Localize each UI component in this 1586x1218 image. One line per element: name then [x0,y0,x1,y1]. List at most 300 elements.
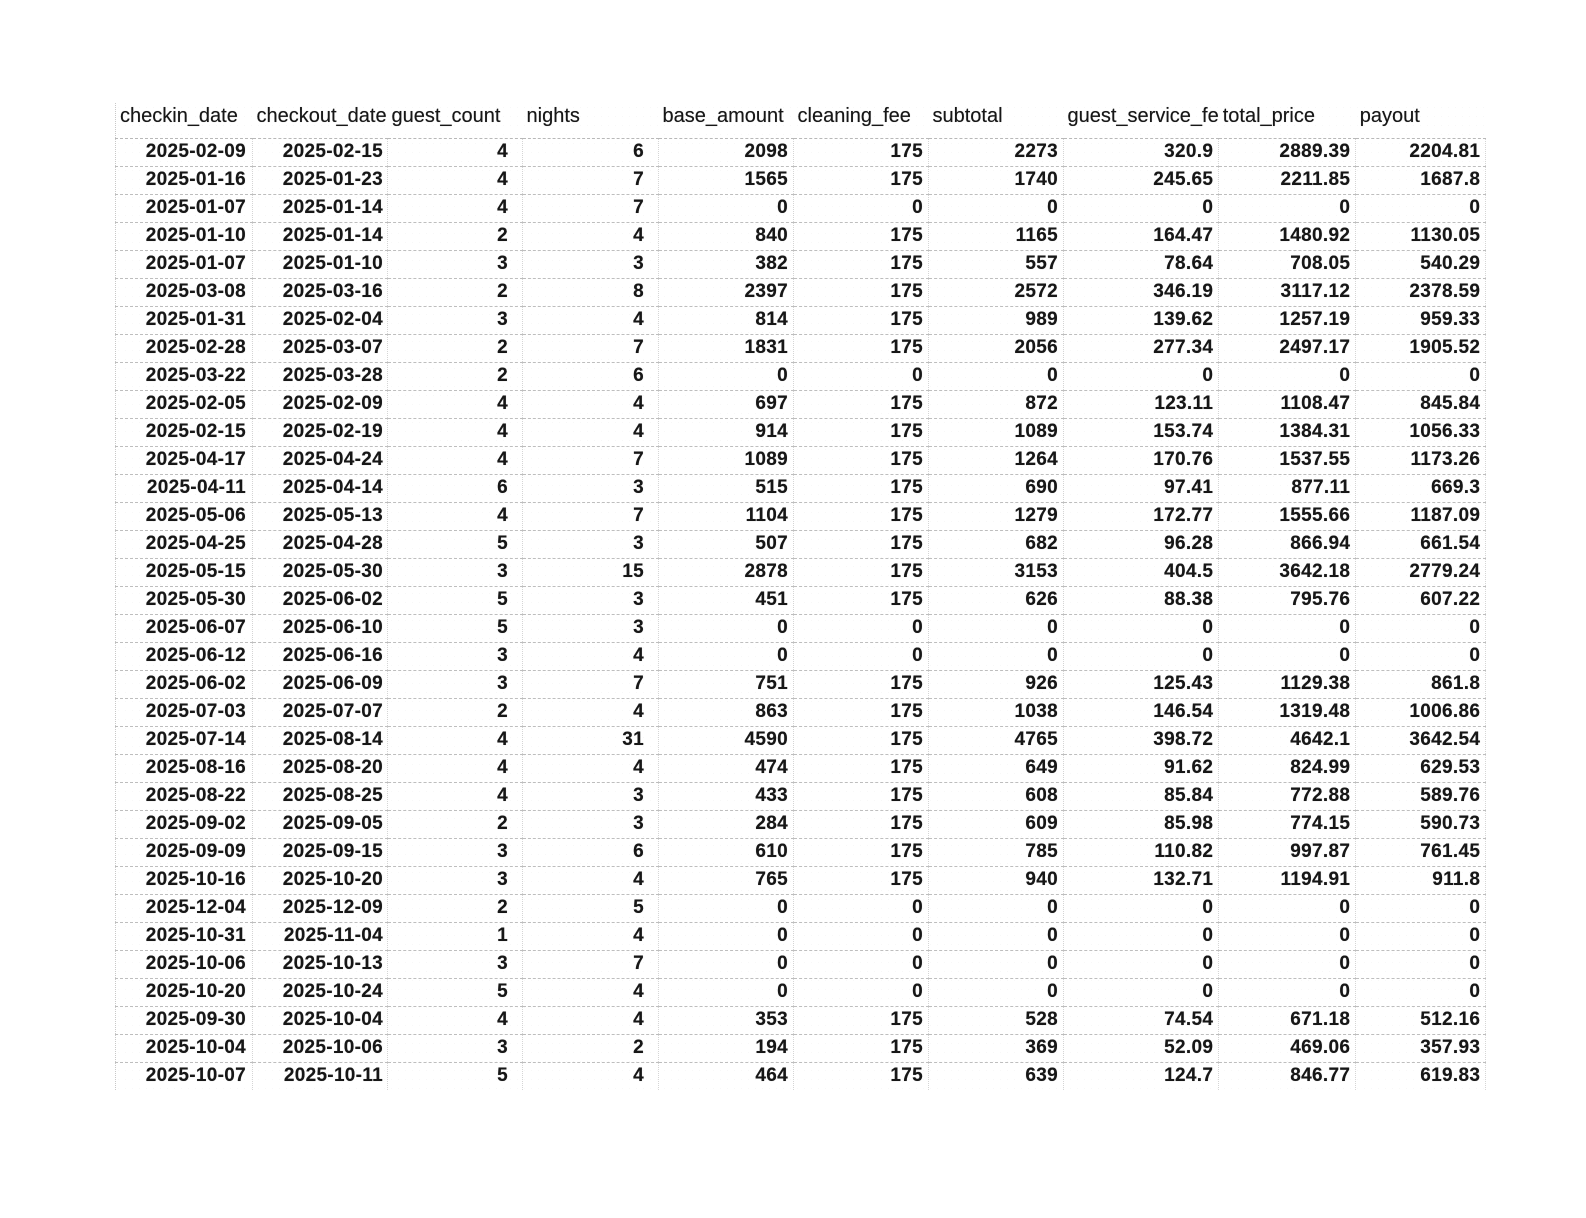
cell-guest_service_fe: 277.34 [1064,334,1219,362]
cell-guest_service_fe: 320.9 [1064,138,1219,166]
cell-guest_count: 3 [388,670,523,698]
cell-nights: 2 [523,1034,659,1062]
cell-nights: 7 [523,670,659,698]
cell-subtotal: 1038 [929,698,1064,726]
cell-guest_service_fe: 74.54 [1064,1006,1219,1034]
cell-cleaning_fee: 0 [794,194,929,222]
cell-checkin_date: 2025-10-20 [116,978,253,1006]
cell-guest_service_fe: 0 [1064,194,1219,222]
cell-checkout_date: 2025-10-11 [253,1062,388,1090]
cell-nights: 4 [523,418,659,446]
cell-guest_count: 2 [388,278,523,306]
cell-payout: 619.83 [1356,1062,1486,1090]
cell-guest_count: 2 [388,334,523,362]
cell-nights: 4 [523,642,659,670]
cell-payout: 2204.81 [1356,138,1486,166]
cell-checkin_date: 2025-08-22 [116,782,253,810]
cell-nights: 7 [523,950,659,978]
cell-total_price: 866.94 [1219,530,1356,558]
cell-nights: 6 [523,138,659,166]
cell-guest_count: 2 [388,222,523,250]
cell-checkout_date: 2025-10-06 [253,1034,388,1062]
cell-nights: 7 [523,194,659,222]
column-header-payout: payout [1356,103,1486,138]
cell-checkin_date: 2025-10-06 [116,950,253,978]
cell-guest_count: 4 [388,502,523,530]
cell-payout: 661.54 [1356,530,1486,558]
cell-checkin_date: 2025-10-07 [116,1062,253,1090]
cell-payout: 669.3 [1356,474,1486,502]
cell-subtotal: 1279 [929,502,1064,530]
cell-checkout_date: 2025-02-09 [253,390,388,418]
cell-guest_count: 3 [388,558,523,586]
cell-guest_service_fe: 85.84 [1064,782,1219,810]
cell-total_price: 824.99 [1219,754,1356,782]
cell-payout: 2378.59 [1356,278,1486,306]
cell-subtotal: 0 [929,950,1064,978]
cell-guest_count: 5 [388,1062,523,1090]
cell-nights: 4 [523,306,659,334]
cell-cleaning_fee: 175 [794,558,929,586]
cell-nights: 3 [523,586,659,614]
cell-cleaning_fee: 0 [794,642,929,670]
cell-checkin_date: 2025-07-14 [116,726,253,754]
cell-payout: 0 [1356,614,1486,642]
cell-subtotal: 369 [929,1034,1064,1062]
cell-payout: 0 [1356,642,1486,670]
cell-guest_count: 3 [388,950,523,978]
table-row [116,922,1486,950]
cell-checkin_date: 2025-02-09 [116,138,253,166]
cell-cleaning_fee: 175 [794,1006,929,1034]
column-header-nights: nights [523,103,659,138]
cell-guest_count: 5 [388,586,523,614]
cell-nights: 7 [523,446,659,474]
cell-base_amount: 0 [659,894,794,922]
cell-guest_service_fe: 125.43 [1064,670,1219,698]
cell-subtotal: 4765 [929,726,1064,754]
cell-total_price: 1129.38 [1219,670,1356,698]
cell-total_price: 1384.31 [1219,418,1356,446]
cell-payout: 1905.52 [1356,334,1486,362]
cell-checkout_date: 2025-01-14 [253,222,388,250]
cell-payout: 0 [1356,194,1486,222]
table-row [116,558,1486,586]
cell-guest_service_fe: 123.11 [1064,390,1219,418]
cell-base_amount: 0 [659,922,794,950]
cell-checkout_date: 2025-07-07 [253,698,388,726]
cell-guest_service_fe: 91.62 [1064,754,1219,782]
cell-cleaning_fee: 0 [794,978,929,1006]
cell-checkout_date: 2025-01-14 [253,194,388,222]
cell-total_price: 846.77 [1219,1062,1356,1090]
cell-nights: 4 [523,698,659,726]
cell-subtotal: 0 [929,894,1064,922]
cell-base_amount: 0 [659,614,794,642]
cell-cleaning_fee: 175 [794,1034,929,1062]
cell-nights: 4 [523,390,659,418]
table-row [116,950,1486,978]
cell-cleaning_fee: 175 [794,446,929,474]
cell-nights: 4 [523,1006,659,1034]
cell-payout: 1056.33 [1356,418,1486,446]
cell-base_amount: 765 [659,866,794,894]
cell-subtotal: 0 [929,362,1064,390]
cell-total_price: 4642.1 [1219,726,1356,754]
cell-subtotal: 1165 [929,222,1064,250]
table-row [116,1034,1486,1062]
cell-checkin_date: 2025-10-16 [116,866,253,894]
cell-checkin_date: 2025-05-15 [116,558,253,586]
cell-checkout_date: 2025-02-04 [253,306,388,334]
cell-checkout_date: 2025-09-05 [253,810,388,838]
cell-cleaning_fee: 175 [794,474,929,502]
column-header-guest_count: guest_count [388,103,523,138]
cell-total_price: 2497.17 [1219,334,1356,362]
cell-cleaning_fee: 0 [794,362,929,390]
cell-nights: 4 [523,222,659,250]
cell-checkin_date: 2025-06-02 [116,670,253,698]
cell-checkout_date: 2025-01-23 [253,166,388,194]
cell-payout: 357.93 [1356,1034,1486,1062]
cell-total_price: 877.11 [1219,474,1356,502]
cell-guest_service_fe: 139.62 [1064,306,1219,334]
cell-guest_count: 4 [388,782,523,810]
cell-guest_service_fe: 0 [1064,614,1219,642]
cell-nights: 3 [523,810,659,838]
cell-checkout_date: 2025-12-09 [253,894,388,922]
cell-checkin_date: 2025-09-02 [116,810,253,838]
table-row [116,194,1486,222]
cell-base_amount: 474 [659,754,794,782]
cell-cleaning_fee: 175 [794,390,929,418]
cell-checkout_date: 2025-03-28 [253,362,388,390]
cell-cleaning_fee: 175 [794,250,929,278]
cell-total_price: 2211.85 [1219,166,1356,194]
cell-guest_service_fe: 170.76 [1064,446,1219,474]
cell-total_price: 1194.91 [1219,866,1356,894]
cell-nights: 7 [523,502,659,530]
cell-checkout_date: 2025-06-10 [253,614,388,642]
cell-base_amount: 751 [659,670,794,698]
cell-checkout_date: 2025-05-13 [253,502,388,530]
table-row [116,1006,1486,1034]
cell-cleaning_fee: 175 [794,866,929,894]
table-row [116,978,1486,1006]
cell-subtotal: 608 [929,782,1064,810]
cell-cleaning_fee: 175 [794,306,929,334]
cell-nights: 6 [523,362,659,390]
table-row [116,894,1486,922]
cell-total_price: 3117.12 [1219,278,1356,306]
cell-subtotal: 785 [929,838,1064,866]
cell-cleaning_fee: 175 [794,754,929,782]
cell-guest_service_fe: 88.38 [1064,586,1219,614]
cell-subtotal: 0 [929,978,1064,1006]
cell-cleaning_fee: 175 [794,138,929,166]
cell-cleaning_fee: 175 [794,586,929,614]
cell-subtotal: 1740 [929,166,1064,194]
column-header-guest_service_fe: guest_service_fe [1064,103,1219,138]
cell-checkin_date: 2025-06-07 [116,614,253,642]
cell-cleaning_fee: 175 [794,726,929,754]
cell-base_amount: 814 [659,306,794,334]
cell-guest_service_fe: 85.98 [1064,810,1219,838]
cell-cleaning_fee: 175 [794,502,929,530]
cell-nights: 7 [523,166,659,194]
cell-payout: 1187.09 [1356,502,1486,530]
cell-guest_service_fe: 97.41 [1064,474,1219,502]
cell-total_price: 774.15 [1219,810,1356,838]
table-row [116,222,1486,250]
cell-guest_service_fe: 398.72 [1064,726,1219,754]
cell-subtotal: 2056 [929,334,1064,362]
cell-guest_count: 2 [388,810,523,838]
cell-payout: 589.76 [1356,782,1486,810]
cell-subtotal: 926 [929,670,1064,698]
cell-checkin_date: 2025-04-11 [116,474,253,502]
cell-guest_service_fe: 0 [1064,950,1219,978]
cell-nights: 15 [523,558,659,586]
cell-payout: 1006.86 [1356,698,1486,726]
cell-base_amount: 1104 [659,502,794,530]
cell-nights: 4 [523,922,659,950]
cell-guest_service_fe: 172.77 [1064,502,1219,530]
table-row [116,614,1486,642]
cell-checkout_date: 2025-03-16 [253,278,388,306]
cell-subtotal: 872 [929,390,1064,418]
cell-base_amount: 284 [659,810,794,838]
cell-base_amount: 2878 [659,558,794,586]
cell-payout: 1687.8 [1356,166,1486,194]
cell-total_price: 708.05 [1219,250,1356,278]
cell-nights: 3 [523,782,659,810]
column-header-base_amount: base_amount [659,103,794,138]
cell-checkin_date: 2025-04-25 [116,530,253,558]
cell-guest_count: 3 [388,1034,523,1062]
cell-checkin_date: 2025-02-15 [116,418,253,446]
cell-total_price: 0 [1219,978,1356,1006]
cell-checkin_date: 2025-09-09 [116,838,253,866]
cell-total_price: 0 [1219,922,1356,950]
table-row [116,698,1486,726]
cell-payout: 761.45 [1356,838,1486,866]
table-row [116,782,1486,810]
cell-subtotal: 0 [929,642,1064,670]
table-row [116,306,1486,334]
cell-cleaning_fee: 175 [794,670,929,698]
cell-guest_service_fe: 153.74 [1064,418,1219,446]
cell-guest_count: 3 [388,250,523,278]
cell-guest_service_fe: 0 [1064,894,1219,922]
cell-checkout_date: 2025-10-04 [253,1006,388,1034]
cell-total_price: 1480.92 [1219,222,1356,250]
cell-checkout_date: 2025-05-30 [253,558,388,586]
table-row [116,866,1486,894]
cell-total_price: 0 [1219,950,1356,978]
cell-checkin_date: 2025-04-17 [116,446,253,474]
cell-guest_service_fe: 52.09 [1064,1034,1219,1062]
column-header-cleaning_fee: cleaning_fee [794,103,929,138]
cell-guest_service_fe: 164.47 [1064,222,1219,250]
cell-cleaning_fee: 175 [794,530,929,558]
cell-checkout_date: 2025-10-24 [253,978,388,1006]
cell-base_amount: 4590 [659,726,794,754]
cell-guest_count: 2 [388,698,523,726]
table-row [116,810,1486,838]
cell-guest_service_fe: 96.28 [1064,530,1219,558]
cell-guest_count: 3 [388,306,523,334]
cell-guest_count: 4 [388,166,523,194]
cell-subtotal: 626 [929,586,1064,614]
cell-checkout_date: 2025-10-13 [253,950,388,978]
cell-checkout_date: 2025-09-15 [253,838,388,866]
cell-checkout_date: 2025-06-02 [253,586,388,614]
cell-cleaning_fee: 175 [794,334,929,362]
cell-guest_count: 5 [388,614,523,642]
cell-checkin_date: 2025-08-16 [116,754,253,782]
table-row [116,530,1486,558]
cell-subtotal: 0 [929,194,1064,222]
cell-subtotal: 682 [929,530,1064,558]
cell-checkin_date: 2025-03-22 [116,362,253,390]
table-row [116,334,1486,362]
cell-payout: 512.16 [1356,1006,1486,1034]
cell-cleaning_fee: 0 [794,894,929,922]
table-row [116,642,1486,670]
cell-base_amount: 863 [659,698,794,726]
table-row [116,446,1486,474]
cell-guest_count: 4 [388,726,523,754]
cell-checkin_date: 2025-01-07 [116,250,253,278]
cell-nights: 4 [523,754,659,782]
table-row [116,166,1486,194]
table-row [116,278,1486,306]
cell-total_price: 3642.18 [1219,558,1356,586]
table-row [116,670,1486,698]
cell-nights: 3 [523,530,659,558]
cell-base_amount: 1565 [659,166,794,194]
cell-checkout_date: 2025-04-28 [253,530,388,558]
cell-nights: 3 [523,614,659,642]
table-row [116,418,1486,446]
cell-payout: 629.53 [1356,754,1486,782]
cell-payout: 540.29 [1356,250,1486,278]
cell-checkout_date: 2025-04-14 [253,474,388,502]
cell-nights: 3 [523,250,659,278]
cell-subtotal: 557 [929,250,1064,278]
cell-guest_count: 3 [388,642,523,670]
cell-subtotal: 528 [929,1006,1064,1034]
cell-nights: 31 [523,726,659,754]
cell-payout: 2779.24 [1356,558,1486,586]
cell-total_price: 0 [1219,894,1356,922]
cell-nights: 3 [523,474,659,502]
cell-payout: 590.73 [1356,810,1486,838]
cell-total_price: 2889.39 [1219,138,1356,166]
cell-checkin_date: 2025-01-07 [116,194,253,222]
cell-base_amount: 1089 [659,446,794,474]
table-row [116,586,1486,614]
cell-guest_count: 4 [388,194,523,222]
header-row [116,103,1486,138]
table-row [116,138,1486,166]
cell-cleaning_fee: 175 [794,278,929,306]
cell-cleaning_fee: 175 [794,838,929,866]
cell-subtotal: 609 [929,810,1064,838]
cell-base_amount: 451 [659,586,794,614]
cell-payout: 0 [1356,922,1486,950]
cell-guest_service_fe: 0 [1064,362,1219,390]
cell-guest_count: 2 [388,894,523,922]
cell-base_amount: 914 [659,418,794,446]
cell-subtotal: 0 [929,614,1064,642]
cell-subtotal: 3153 [929,558,1064,586]
cell-subtotal: 940 [929,866,1064,894]
cell-checkout_date: 2025-11-04 [253,922,388,950]
cell-guest_count: 2 [388,362,523,390]
column-header-checkin_date: checkin_date [116,103,253,138]
cell-guest_service_fe: 0 [1064,922,1219,950]
cell-base_amount: 194 [659,1034,794,1062]
cell-base_amount: 0 [659,194,794,222]
cell-checkin_date: 2025-12-04 [116,894,253,922]
cell-base_amount: 433 [659,782,794,810]
cell-checkout_date: 2025-06-16 [253,642,388,670]
cell-checkout_date: 2025-04-24 [253,446,388,474]
cell-guest_service_fe: 132.71 [1064,866,1219,894]
cell-cleaning_fee: 175 [794,418,929,446]
cell-checkin_date: 2025-05-30 [116,586,253,614]
cell-checkout_date: 2025-02-19 [253,418,388,446]
cell-checkin_date: 2025-07-03 [116,698,253,726]
cell-base_amount: 382 [659,250,794,278]
cell-payout: 3642.54 [1356,726,1486,754]
cell-cleaning_fee: 175 [794,810,929,838]
cell-base_amount: 353 [659,1006,794,1034]
cell-guest_service_fe: 124.7 [1064,1062,1219,1090]
cell-guest_count: 4 [388,138,523,166]
table-row [116,502,1486,530]
cell-guest_count: 5 [388,530,523,558]
cell-total_price: 671.18 [1219,1006,1356,1034]
cell-base_amount: 0 [659,978,794,1006]
cell-guest_count: 4 [388,1006,523,1034]
cell-cleaning_fee: 0 [794,950,929,978]
cell-guest_count: 4 [388,390,523,418]
column-header-checkout_date: checkout_date [253,103,388,138]
cell-guest_service_fe: 245.65 [1064,166,1219,194]
cell-subtotal: 2572 [929,278,1064,306]
cell-checkin_date: 2025-10-04 [116,1034,253,1062]
table-row [116,390,1486,418]
cell-payout: 911.8 [1356,866,1486,894]
table-row [116,250,1486,278]
cell-nights: 5 [523,894,659,922]
cell-total_price: 0 [1219,194,1356,222]
cell-cleaning_fee: 175 [794,782,929,810]
table-row [116,754,1486,782]
cell-subtotal: 639 [929,1062,1064,1090]
cell-payout: 1173.26 [1356,446,1486,474]
column-header-total_price: total_price [1219,103,1356,138]
column-header-subtotal: subtotal [929,103,1064,138]
cell-total_price: 772.88 [1219,782,1356,810]
cell-total_price: 0 [1219,362,1356,390]
cell-total_price: 997.87 [1219,838,1356,866]
cell-payout: 861.8 [1356,670,1486,698]
cell-guest_count: 3 [388,866,523,894]
